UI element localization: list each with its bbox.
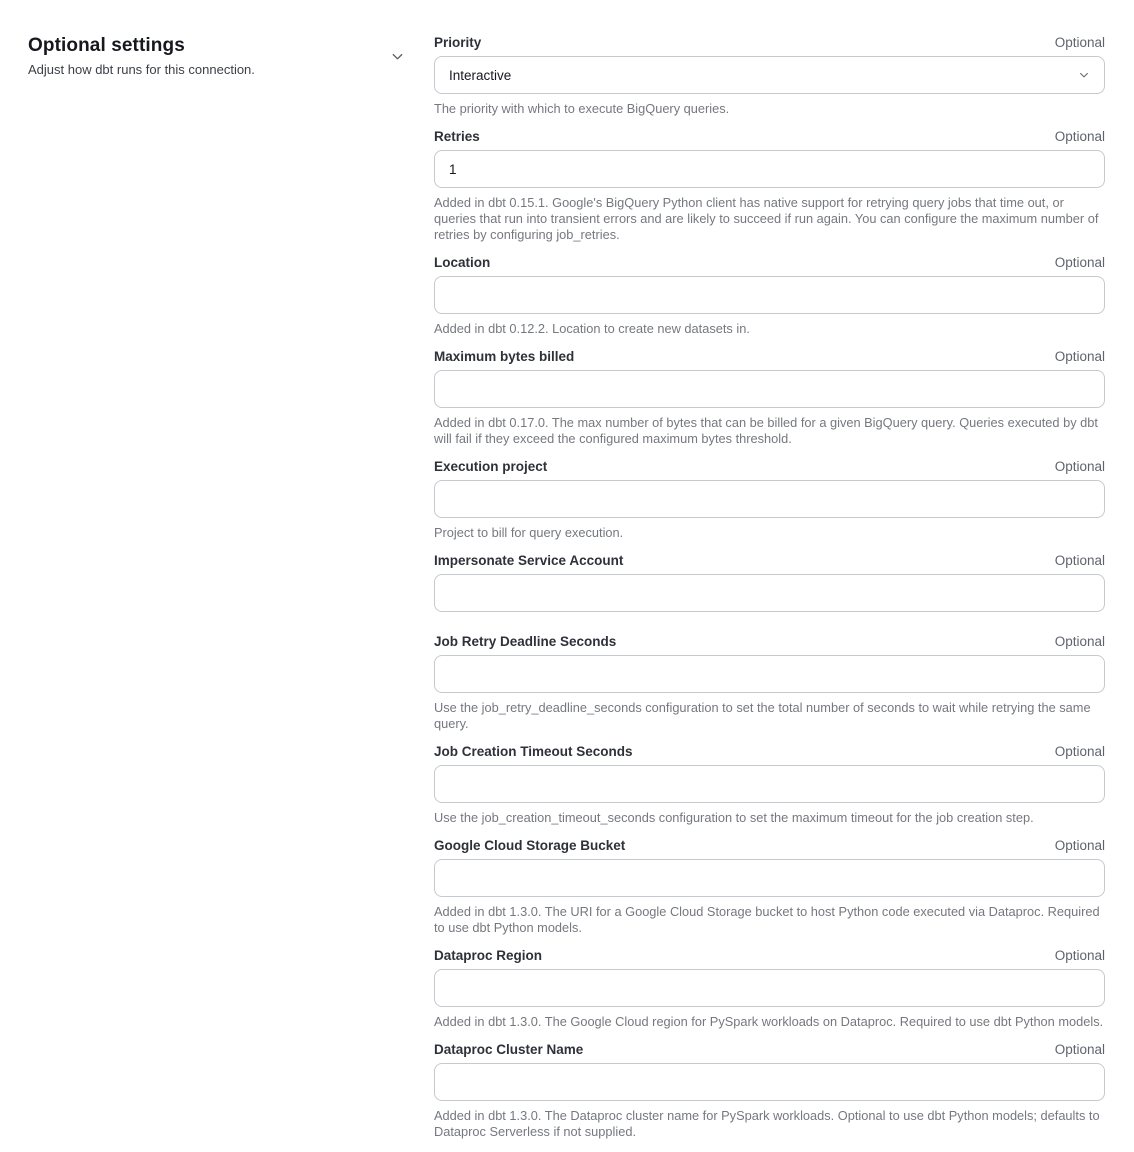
section-title: Optional settings: [28, 35, 185, 56]
field-maximum-bytes-billed-label: Maximum bytes billed: [434, 349, 575, 364]
impersonate-service-account-input[interactable]: [434, 574, 1105, 612]
field-retries-helper-text: Added in dbt 0.15.1. Google's BigQuery Python client has native support for retrying query jobs that time out, or queries that run into transient errors and are likely to succeed if run again. You can configure the maximum number of retries by configuring job_retries.: [434, 195, 1099, 242]
field-impersonate-service-account: [434, 553, 1105, 612]
field-dataproc-cluster-name-label: Dataproc Cluster Name: [434, 1042, 584, 1057]
field-impersonate-service-account-label-row: [434, 553, 1105, 568]
field-execution-project: [434, 459, 1105, 541]
field-dataproc-region: [434, 948, 1105, 1030]
field-job-retry-deadline-seconds-label-row: [434, 634, 1105, 649]
field-maximum-bytes-billed: [434, 349, 1105, 447]
field-job-creation-timeout-seconds: [434, 744, 1105, 826]
field-priority-optional-badge: Optional: [1054, 35, 1105, 50]
section-header: [28, 33, 405, 77]
field-priority-label-row: [434, 35, 1105, 50]
field-job-retry-deadline-seconds-label: Job Retry Deadline Seconds: [434, 634, 617, 649]
field-retries-optional-badge: Optional: [1054, 129, 1105, 144]
field-maximum-bytes-billed-helper-text: Added in dbt 0.17.0. The max number of bytes that can be billed for a given BigQuery query. Queries executed by dbt will fail if they exceed the configured maximum bytes threshold.: [434, 415, 1098, 446]
field-dataproc-cluster-name-label-row: [434, 1042, 1105, 1057]
field-dataproc-cluster-name-helper-text: Added in dbt 1.3.0. The Dataproc cluster name for PySpark workloads. Optional to use dbt Python models; defaults to Dataproc Serverless if not supplied.: [434, 1108, 1100, 1139]
field-maximum-bytes-billed-optional-badge: Optional: [1054, 349, 1105, 364]
field-location-label-row: [434, 255, 1105, 270]
field-execution-project-optional-badge: Optional: [1054, 459, 1105, 474]
field-execution-project-helper-text: Project to bill for query execution.: [434, 525, 624, 540]
google-cloud-storage-bucket-input[interactable]: [434, 859, 1105, 897]
maximum-bytes-billed-input[interactable]: [434, 370, 1105, 408]
field-location-helper-text: Added in dbt 0.12.2. Location to create new datasets in.: [434, 321, 750, 336]
field-job-creation-timeout-seconds-label: Job Creation Timeout Seconds: [434, 744, 633, 759]
field-retries-label: Retries: [434, 129, 480, 144]
priority-select-value: Interactive: [449, 67, 512, 83]
priority-select[interactable]: [434, 56, 1105, 94]
field-google-cloud-storage-bucket-label-row: [434, 838, 1105, 853]
field-dataproc-region-optional-badge: Optional: [1054, 948, 1105, 963]
chevron-down-icon: [1078, 69, 1090, 81]
field-google-cloud-storage-bucket-optional-badge: Optional: [1054, 838, 1105, 853]
field-google-cloud-storage-bucket: [434, 838, 1105, 936]
field-priority: [434, 35, 1105, 117]
retries-input[interactable]: [434, 150, 1105, 188]
field-maximum-bytes-billed-label-row: [434, 349, 1105, 364]
field-dataproc-cluster-name-optional-badge: Optional: [1054, 1042, 1105, 1057]
field-impersonate-service-account-optional-badge: Optional: [1054, 553, 1105, 568]
field-dataproc-region-label: Dataproc Region: [434, 948, 543, 963]
field-impersonate-service-account-label: Impersonate Service Account: [434, 553, 624, 568]
job-retry-deadline-seconds-input[interactable]: [434, 655, 1105, 693]
field-execution-project-label: Execution project: [434, 459, 548, 474]
field-retries: [434, 129, 1105, 243]
field-job-creation-timeout-seconds-optional-badge: Optional: [1054, 744, 1105, 759]
settings-form: [434, 33, 1105, 1152]
field-google-cloud-storage-bucket-helper-text: Added in dbt 1.3.0. The URI for a Google Cloud Storage bucket to host Python code executed via Dataproc. Required to use dbt Python models.: [434, 904, 1100, 935]
field-dataproc-region-label-row: [434, 948, 1105, 963]
dataproc-cluster-name-input[interactable]: [434, 1063, 1105, 1101]
section-collapse-chevron-icon[interactable]: [390, 49, 405, 64]
field-job-creation-timeout-seconds-label-row: [434, 744, 1105, 759]
field-job-retry-deadline-seconds: [434, 634, 1105, 732]
field-job-retry-deadline-seconds-optional-badge: Optional: [1054, 634, 1105, 649]
field-execution-project-label-row: [434, 459, 1105, 474]
dataproc-region-input[interactable]: [434, 969, 1105, 1007]
field-job-retry-deadline-seconds-helper-text: Use the job_retry_deadline_seconds configuration to set the total number of seconds to wait while retrying the same query.: [434, 700, 1091, 731]
field-dataproc-cluster-name: [434, 1042, 1105, 1140]
field-job-creation-timeout-seconds-helper-text: Use the job_creation_timeout_seconds configuration to set the maximum timeout for the job creation step.: [434, 810, 1034, 825]
field-retries-label-row: [434, 129, 1105, 144]
field-priority-helper-text: The priority with which to execute BigQuery queries.: [434, 101, 730, 116]
field-google-cloud-storage-bucket-label: Google Cloud Storage Bucket: [434, 838, 626, 853]
section-header-text: [28, 35, 255, 77]
field-location: [434, 255, 1105, 337]
job-creation-timeout-seconds-input[interactable]: [434, 765, 1105, 803]
field-priority-label: Priority: [434, 35, 482, 50]
execution-project-input[interactable]: [434, 480, 1105, 518]
field-location-label: Location: [434, 255, 491, 270]
section-subtitle: Adjust how dbt runs for this connection.: [28, 62, 255, 77]
field-location-optional-badge: Optional: [1054, 255, 1105, 270]
location-input[interactable]: [434, 276, 1105, 314]
field-dataproc-region-helper-text: Added in dbt 1.3.0. The Google Cloud region for PySpark workloads on Dataproc. Required to use dbt Python models.: [434, 1014, 1104, 1029]
